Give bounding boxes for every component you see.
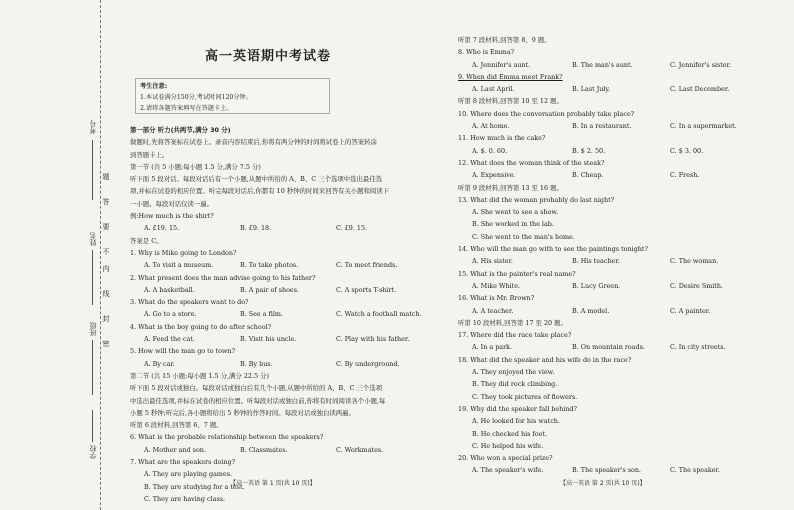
question-13: 13. What did the woman probably do last night?: [458, 195, 615, 204]
option: A. £19. 15.: [144, 224, 180, 233]
part1-intro-line: 做题时,先将答案标在试卷上。录音内容结束后,你将有两分钟的时间将试卷上的答案转涂: [130, 138, 377, 147]
option: B. His teacher.: [572, 257, 620, 266]
question-14: 14. Who will the man go with to see the paintings tonight?: [458, 245, 648, 254]
question-6: 6. What is the probable relationship between the speakers?: [130, 433, 324, 442]
question-11: 11. How much is the cake?: [458, 134, 546, 143]
class-label: 班级: [89, 322, 97, 336]
notice-box: [135, 78, 330, 114]
option: A. Go to a store.: [144, 310, 197, 319]
question-1: 1. Why is Mike going to London?: [130, 248, 237, 257]
option: A. Last April.: [472, 85, 515, 94]
page-footer-1: 【高一英语 第 1 页(共 10 页)】: [230, 480, 316, 487]
question-16: 16. What is Mr. Brown?: [458, 294, 535, 303]
question-5: 5. How will the man go to town?: [130, 347, 236, 356]
options-17: [458, 341, 788, 353]
option: A. They are playing games.: [144, 470, 233, 479]
question-10: 10. Where does the conversation probably take place?: [458, 109, 635, 118]
part1-heading: 第一部分 听力(共两节,满分 30 分): [130, 126, 231, 134]
option: C. Fresh.: [670, 171, 700, 180]
option: B. The man's aunt.: [572, 60, 633, 69]
school-line: [92, 410, 93, 442]
section2-heading: 第二节 (共 15 小题;每小题 1.5 分,满分 22.5 分): [130, 371, 269, 380]
option: B. Lucy Green.: [572, 281, 621, 290]
option: B. They are studying for a test.: [144, 482, 245, 491]
section2-intro-line: 听下面 5 段对话或独白。每段对话或独白后有几个小题,从题中所给的 A、B、C 三个选项: [130, 384, 383, 393]
page-footer-2: 【高一英语 第 2 页(共 10 页)】: [560, 480, 646, 487]
option: B. They did rock climbing.: [472, 380, 558, 389]
option: C. By underground.: [336, 359, 400, 368]
example-options: [130, 222, 450, 234]
option: A. At home.: [472, 122, 510, 131]
section2-intro-line: 小题 5 秒钟;听完后,各小题将给出 5 秒钟的作答时间。每段对话或独白读两遍。: [130, 408, 355, 417]
option: A. They enjoyed the view.: [472, 368, 555, 377]
seal-char: 密: [102, 340, 110, 348]
seal-char: 题: [102, 173, 110, 181]
part1-intro-line: 到答题卡上。: [130, 150, 169, 159]
option: C. $ 3. 00.: [670, 146, 704, 155]
question-17: 17. Where did the race take place?: [458, 331, 572, 340]
question-15: 15. What is the painter's real name?: [458, 269, 576, 278]
question-19: 19. Why did the speaker fall behind?: [458, 404, 577, 413]
exam-number-line: [92, 140, 93, 200]
question-4: 4. What is the boy going to do after school?: [130, 322, 272, 331]
option: C. They are having class.: [144, 494, 226, 503]
question-12: 12. What does the woman think of the steak?: [458, 158, 605, 167]
school-label: 学校: [89, 445, 97, 459]
option: B. By bus.: [240, 359, 273, 368]
option: A. By car.: [144, 359, 175, 368]
option: C. He helped his wife.: [472, 441, 544, 450]
option: B. $ 2. 50.: [572, 146, 606, 155]
section1-heading: 第一节 (共 5 小题;每小题 1.5 分,满分 7.5 分): [130, 162, 261, 171]
question-20: 20. Who won a special prize?: [458, 454, 553, 463]
material-9: 听第 9 段材料,回答第 13 至 16 题。: [458, 183, 563, 192]
options-11: [458, 145, 788, 157]
option: C. Workmates.: [336, 445, 384, 454]
exam-number-label: 考号: [89, 120, 97, 134]
question-8: 8. Who is Emma?: [458, 48, 515, 57]
seal-char: 要: [102, 223, 110, 231]
material-8: 听第 8 段材料,回答第 10 至 12 题。: [458, 97, 563, 106]
option: A. His sister.: [472, 257, 513, 266]
notice-item: 1.本试卷满分150分,考试时间120分钟。: [140, 94, 252, 101]
option: A. A basketball.: [144, 285, 195, 294]
option: B. £9. 18.: [240, 224, 272, 233]
example-answer: 答案是 C。: [130, 236, 163, 245]
binding-strip: [0, 0, 110, 510]
option: B. He checked his foot.: [472, 429, 548, 438]
material-6: 听第 6 段材料,回答第 6、7 题。: [130, 421, 223, 430]
options-4: [130, 333, 450, 345]
option: C. In a supermarket.: [670, 122, 737, 131]
option: A. Feed the cat.: [144, 335, 195, 344]
question-18: 18. What did the speaker and his wife do in the race?: [458, 355, 632, 364]
question-2: 2. What present does the man advise going to his father?: [130, 273, 316, 282]
seal-char: 线: [102, 290, 110, 298]
option: C. In city streets.: [670, 343, 726, 352]
option: C. She went to the man's home.: [472, 232, 575, 241]
option: A. Mike White.: [472, 281, 521, 290]
left-column: [130, 124, 450, 505]
options-3: [130, 308, 450, 320]
option: B. Visit his uncle.: [240, 335, 297, 344]
section1-intro-line: 项,并标在试卷的相应位置。听完每段对话后,你都有 10 秒钟的时间来回答有关小题和阅读下: [130, 187, 390, 196]
exam-title: 高一英语期中考试卷: [205, 49, 332, 64]
options-8: [458, 59, 788, 71]
options-10: [458, 120, 788, 132]
option: B. A model.: [572, 306, 610, 315]
option: B. She worked in the lab.: [472, 220, 554, 229]
question-9: 9. When did Emma meet Frank?: [458, 72, 563, 81]
example-question: 例:How much is the shirt?: [130, 212, 214, 221]
notice-heading: 考生注意:: [140, 83, 168, 90]
options-2: [130, 284, 450, 296]
option: A. A teacher.: [472, 306, 514, 315]
section1-intro-line: 一小题。每段对话仅读一遍。: [130, 199, 214, 208]
name-line: [92, 250, 93, 305]
option: A. She went to see a show.: [472, 208, 559, 217]
option: B. In a restaurant.: [572, 122, 632, 131]
option: C. Jennifer's sister.: [670, 60, 731, 69]
option: A. He looked for his watch.: [472, 417, 560, 426]
option: B. To take photos.: [240, 261, 299, 270]
option: A. $. 0. 60.: [472, 146, 508, 155]
option: C. Desire Smith.: [670, 281, 724, 290]
option: B. A pair of shoes.: [240, 285, 300, 294]
options-1: [130, 259, 450, 271]
options-5: [130, 358, 450, 370]
right-column: [458, 34, 788, 477]
option: C. Last December.: [670, 85, 730, 94]
question-7: 7. What are the speakers doing?: [130, 458, 235, 467]
seal-char: 内: [102, 265, 110, 273]
option: B. On mountain roads.: [572, 343, 645, 352]
question-3: 3. What do the speakers want to do?: [130, 298, 249, 307]
option: B. See a film.: [240, 310, 283, 319]
option: C. Play with his father.: [336, 335, 410, 344]
option: A. Jennifer's aunt.: [472, 60, 531, 69]
option: B. The speaker's son.: [572, 466, 641, 475]
option: C. The speaker.: [670, 466, 720, 475]
option: C. A painter.: [670, 306, 711, 315]
option: A. To visit a museum.: [144, 261, 214, 270]
notice-item: 2.请将各题答案填写在答题卡上。: [140, 105, 233, 112]
options-6: [130, 444, 450, 456]
material-10: 听第 10 段材料,回答第 17 至 20 题。: [458, 318, 567, 327]
options-20: [458, 464, 788, 476]
section1-intro-line: 听下面 5 段对话。每段对话后有一个小题,从题中所给的 A、B、C 三个选项中选出最佳选: [130, 175, 383, 184]
material-7: 听第 7 段材料,回答第 8、9 题。: [458, 36, 551, 44]
options-15: [458, 280, 788, 292]
option: A. In a park.: [472, 343, 513, 352]
options-12: [458, 169, 788, 181]
options-14: [458, 255, 788, 267]
option: B. Classmates.: [240, 445, 288, 454]
section2-intro-line: 中选出最佳选项,并标在试卷的相应位置。听每段对话或独白前,你将有时间阅读各个小题,每: [130, 396, 386, 405]
seal-char: 答: [102, 198, 110, 206]
option: C. To meet friends.: [336, 261, 398, 270]
option: C. A sports T-shirt.: [336, 285, 397, 294]
option: B. Last July.: [572, 85, 611, 94]
option: A. The speaker's wife.: [472, 466, 544, 475]
option: C. The woman.: [670, 257, 719, 266]
name-label: 姓名: [89, 232, 97, 246]
options-9: [458, 83, 788, 95]
options-16: [458, 305, 788, 317]
option: A. Expensive.: [472, 171, 516, 180]
seal-char: 不: [102, 248, 110, 256]
option: C. They took pictures of flowers.: [472, 392, 578, 401]
option: C. £9. 15.: [336, 224, 368, 233]
class-line: [92, 340, 93, 395]
option: C. Watch a football match.: [336, 310, 422, 319]
option: A. Mother and son.: [144, 445, 206, 454]
seal-char: 封: [102, 315, 110, 323]
option: B. Cheap.: [572, 171, 604, 180]
